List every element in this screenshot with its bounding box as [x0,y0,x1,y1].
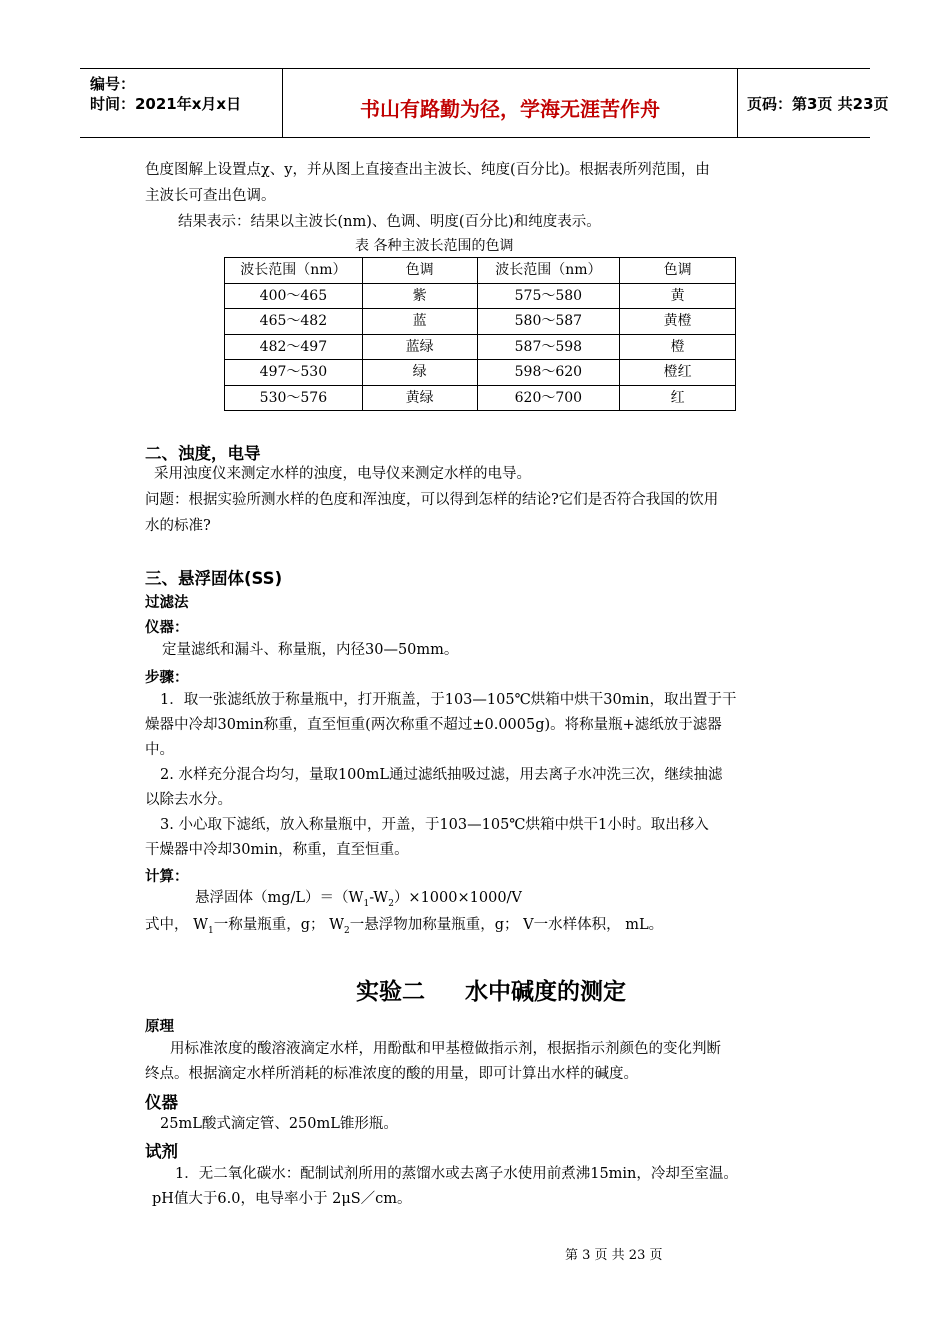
table-cell: 蓝绿 [362,334,477,360]
header-page-number: 页码：第3页 共23页 [747,95,889,113]
intro-line-1: 色度图解上设置点χ、y，并从图上直接查出主波长、纯度(百分比)。根据表所列范围，由 [145,162,710,178]
formula-subscript: 1 [363,898,370,909]
step-line: 3. 小心取下滤纸，放入称量瓶中，开盖，于103—105℃烘箱中烘干1小时。取出移入 [160,817,709,833]
table-cell: 580～587 [477,309,620,335]
table-cell: 497～530 [225,360,363,386]
instrument2-label: 仪器 [145,1093,178,1112]
section2-heading: 二、浊度，电导 [145,444,261,463]
table-header-cell: 波长范围（nm） [477,258,620,284]
footer-page-number: 第 3 页 共 23 页 [565,1248,663,1263]
where-part: 一悬浮物加称量瓶重，g； V一水样体积， mL。 [349,917,664,933]
instrument-label: 仪器： [145,620,189,636]
table-cell: 橙红 [620,360,736,386]
where-part: 一称量瓶重，g； W [213,917,345,933]
step-line: 燥器中冷却30min称重，直至恒重(两次称重不超过±0.0005g)。将称量瓶+滤纸放于滤器 [145,717,722,733]
where-subscript: 2 [344,925,350,936]
header-motto: 书山有路勤为径，学海无涯苦作舟 [360,97,660,121]
experiment2-title: 实验二 水中碱度的测定 [356,979,627,1005]
table-cell: 465～482 [225,309,363,335]
section3-heading: 三、悬浮固体(SS) [145,569,283,588]
table-header-cell: 色调 [620,258,736,284]
reagent-line-1: 1．无二氧化碳水：配制试剂所用的蒸馏水或去离子水使用前煮沸15min，冷却至室温。 [175,1166,738,1182]
document-date: 时间：2021年x月x日 [90,95,242,113]
table-cell: 黄橙 [620,309,736,335]
page-header [80,68,889,138]
table-cell: 蓝 [362,309,477,335]
table-header-cell: 波长范围（nm） [225,258,363,284]
where-part: 式中， W [145,917,209,933]
reagent-label: 试剂 [145,1142,178,1161]
header-left-cell [80,69,282,137]
where-subscript: 1 [208,925,214,936]
step-line: 以除去水分。 [145,792,232,808]
table-cell: 587～598 [477,334,620,360]
formula-part: 悬浮固体（mg/L）＝（W [195,890,364,906]
principle-line-2: 终点。根据滴定水样所消耗的标准浓度的酸的用量，即可计算出水样的碱度。 [145,1066,638,1082]
table-cell: 红 [620,385,736,411]
table-row [225,334,736,360]
hue-wavelength-table [224,257,736,411]
table-cell: 黄 [620,283,736,309]
formula-part: -W [369,890,389,906]
table-cell: 575～580 [477,283,620,309]
section2-line-2: 问题：根据实验所测水样的色度和浑浊度，可以得到怎样的结论?它们是否符合我国的饮用 [145,492,719,508]
table-header-cell: 色调 [362,258,477,284]
intro-line-2: 主波长可查出色调。 [145,188,276,204]
calc-label: 计算： [145,869,189,885]
table-caption: 表 各种主波长范围的色调 [355,238,514,254]
header-motto-cell [282,69,738,137]
step-line: 2. 水样充分混合均匀，量取100mL通过滤纸抽吸过滤，用去离子水冲洗三次，继续抽滤 [160,767,723,783]
principle-line-1: 用标准浓度的酸溶液滴定水样，用酚酞和甲基橙做指示剂，根据指示剂颜色的变化判断 [170,1041,721,1057]
table-row [225,360,736,386]
instrument-text: 定量滤纸和漏斗、称量瓶，内径30—50mm。 [162,642,459,658]
table-cell: 620～700 [477,385,620,411]
steps-label: 步骤： [145,670,189,686]
header-right-cell [737,69,889,137]
table-cell: 绿 [362,360,477,386]
table-cell: 橙 [620,334,736,360]
formula-part: ）×1000×1000/V [393,890,522,906]
table-row [225,283,736,309]
principle-label: 原理 [145,1019,174,1035]
table-cell: 黄绿 [362,385,477,411]
document-number: 编号： [90,75,136,93]
method-label: 过滤法 [145,595,189,611]
step-line: 干燥器中冷却30min，称重，直至恒重。 [145,842,409,858]
formula-subscript: 2 [388,898,394,909]
section2-line-3: 水的标准? [145,518,211,534]
instrument2-text: 25mL酸式滴定管、250mL锥形瓶。 [160,1116,398,1132]
table-cell: 400～465 [225,283,363,309]
intro-line-3: 结果表示：结果以主波长(nm)、色调、明度(百分比)和纯度表示。 [178,214,601,230]
table-row [225,309,736,335]
table-cell: 482～497 [225,334,363,360]
section2-line-1: 采用浊度仪来测定水样的浊度，电导仪来测定水样的电导。 [154,466,531,482]
reagent-line-2: pH值大于6.0，电导率小于 2μS／cm。 [152,1191,412,1207]
formula-where [145,912,663,944]
table-header-row [225,258,736,284]
step-line: 中。 [145,742,174,758]
table-cell: 530～576 [225,385,363,411]
table-cell: 598～620 [477,360,620,386]
table-row [225,385,736,411]
step-line: 1．取一张滤纸放于称量瓶中，打开瓶盖，于103—105℃烘箱中烘干30min，取出置于干 [160,692,737,708]
table-cell: 紫 [362,283,477,309]
